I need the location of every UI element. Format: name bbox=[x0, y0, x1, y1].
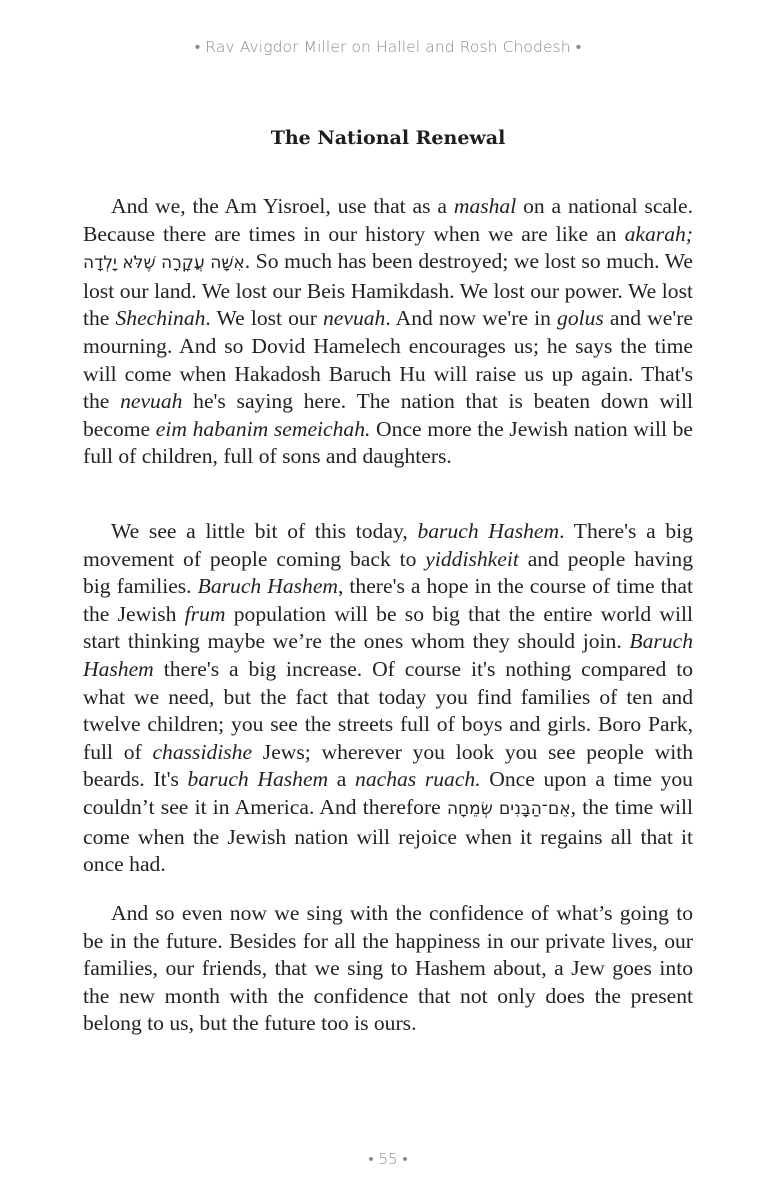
folio-bullet-left: • bbox=[368, 1150, 374, 1168]
running-head-title: Rav Avigdor Miller on Hallel and Rosh Chodesh bbox=[205, 38, 571, 56]
paragraph-2 bbox=[83, 518, 693, 879]
running-head-bullet-left: • bbox=[194, 38, 201, 56]
italic-term: baruch Hashem bbox=[417, 519, 560, 543]
hebrew-quote: אִשָּׁה עֲקָרָה שֶׁלֹּא יָלְדָה bbox=[83, 253, 245, 274]
italic-term: nevuah bbox=[323, 306, 386, 331]
text-run: there's a big increase. Of course it's nothing compared to what we need, but the fact that today you find families of ten and twelve children; you see the streets full of boys and girls. Boro Park, full of bbox=[83, 656, 693, 764]
section-title: The National Renewal bbox=[270, 127, 506, 149]
running-head-bullet-right: • bbox=[575, 38, 582, 56]
text-run: Once more the Jewish nation will be full of children, full of sons and daughters. bbox=[83, 416, 694, 469]
page-number: 55 bbox=[378, 1150, 398, 1168]
text-run: he's saying here. The nation that is beaten down will become bbox=[83, 389, 693, 441]
text-run: . And now we're in bbox=[385, 306, 558, 331]
italic-term: eim habanim semeichah. bbox=[155, 416, 371, 441]
italic-term: Shechinah bbox=[115, 306, 206, 331]
italic-term: baruch Hashem bbox=[187, 767, 329, 792]
italic-term: nevuah bbox=[120, 389, 183, 414]
italic-term: chassidishe bbox=[152, 739, 253, 764]
text-run: We see a little bit of this today, bbox=[111, 519, 418, 543]
italic-term: yiddishkeit bbox=[425, 546, 519, 571]
paragraph-3 bbox=[83, 900, 693, 1038]
folio-bullet-right: • bbox=[402, 1150, 408, 1168]
paragraph-1 bbox=[83, 193, 693, 471]
text-run: , the time will come when the Jewish nation will rejoice when it regains all that it once had. bbox=[83, 794, 694, 877]
text-run: . So much has been destroyed; we lost so much. We lost our land. We lost our Beis Hamikdash. We lost our power. We lost the bbox=[83, 249, 694, 331]
text-run: and we're mourning. And so Dovid Hamelech encourages us; he says the time will come when Hakadosh Baruch Hu will raise us up again. That's the bbox=[83, 306, 694, 414]
text-run: And so even now we sing with the confidence of what’s going to be in the future. Besides for all the happiness in our private lives, our families, our friends, that we sing to Hashem about, a Jew goes into the new month with the confidence that not only does the present belong to us, but the future too is ours. bbox=[83, 901, 693, 1036]
running-head bbox=[0, 38, 776, 57]
text-run: . There's a big movement of people coming back to bbox=[83, 519, 693, 571]
italic-term: frum bbox=[184, 601, 226, 626]
text-run: And we, the Am Yisroel, use that as a bbox=[111, 194, 454, 218]
text-run: , there's a hope in the course of time that the Jewish bbox=[83, 574, 693, 626]
italic-term: akarah; bbox=[624, 221, 693, 246]
text-run: . We lost our bbox=[205, 306, 323, 331]
italic-term: Baruch Hashem bbox=[83, 629, 693, 681]
italic-term: mashal bbox=[453, 194, 517, 218]
page-number-footer bbox=[0, 1150, 776, 1168]
text-run: Jews; wherever you look you see people with beards. It's bbox=[83, 739, 693, 792]
italic-term: Baruch Hashem bbox=[197, 574, 338, 599]
hebrew-quote: אֵם־הַבָּנִים שְׂמֵחָה bbox=[446, 798, 571, 819]
text-run: a bbox=[328, 767, 356, 792]
italic-term: nachas ruach. bbox=[355, 767, 481, 792]
italic-term: golus bbox=[557, 306, 604, 331]
text-run: Once upon a time you couldn’t see it in America. And therefore bbox=[83, 767, 693, 819]
text-run: population will be so big that the entire world will start thinking maybe we’re the ones whom they should join. bbox=[83, 601, 693, 654]
text-run: and people having big families. bbox=[83, 546, 693, 599]
text-run: on a national scale. Because there are times in our history when we are like an bbox=[83, 194, 693, 246]
